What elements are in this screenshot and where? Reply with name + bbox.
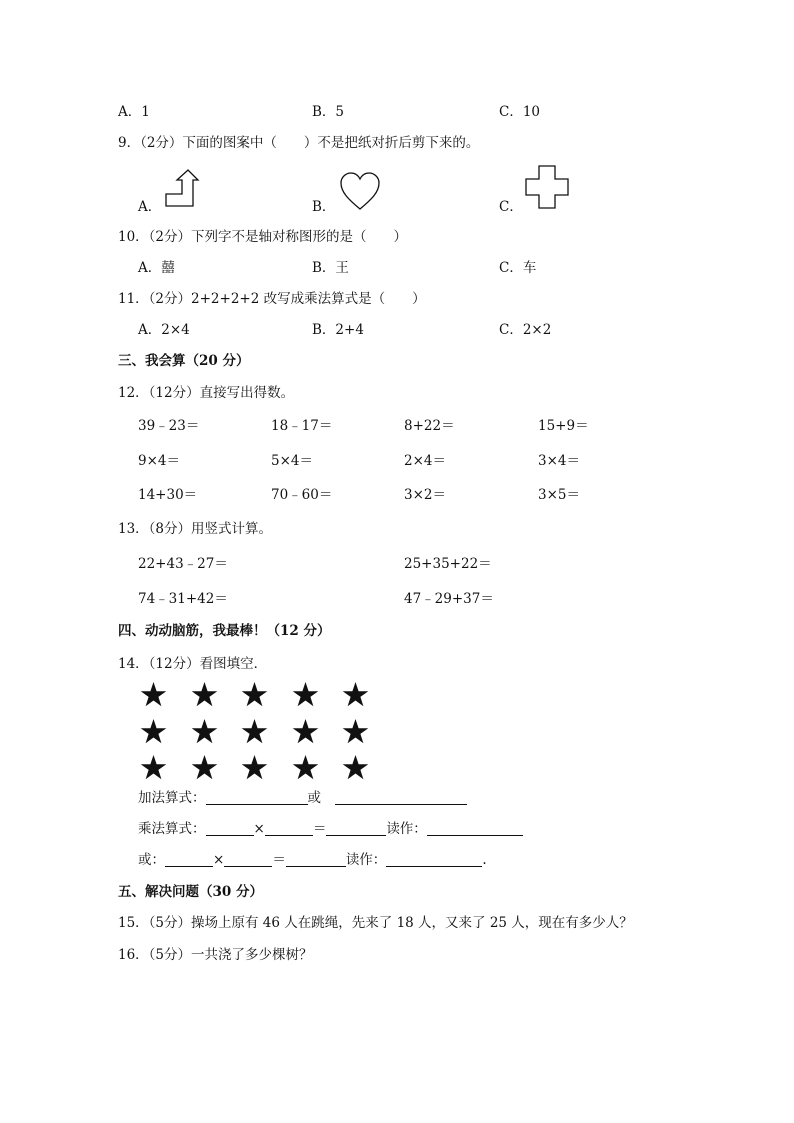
q9-stem: 9．（2分）下面的图案中（ ）不是把纸对折后剪下来的。 xyxy=(118,135,480,151)
star-icon xyxy=(292,754,319,781)
q12-item: 2×4＝ xyxy=(404,453,446,469)
blank[interactable] xyxy=(286,852,346,867)
q11-option-a: A．2×4 xyxy=(138,322,190,338)
q10-option-c: C．车 xyxy=(499,260,537,276)
q12-item: 70﹣60＝ xyxy=(271,487,333,503)
blank[interactable] xyxy=(427,821,523,836)
q10-stem: 10．（2分）下列字不是轴对称图形的是（ ） xyxy=(118,229,408,245)
q11-option-b: B．2+4 xyxy=(312,322,364,338)
equals-sign: ＝ xyxy=(312,821,327,837)
q15-stem: 15．（5分）操场上原有 46 人在跳绳，先来了 18 人，又来了 25 人，现在有多少人？ xyxy=(118,915,633,931)
q10-option-b: B．王 xyxy=(312,260,349,276)
q8-option-b: B．5 xyxy=(312,104,345,120)
multiplication-label: 乘法算式： xyxy=(138,821,206,837)
star-icon xyxy=(292,718,319,745)
q9-option-a: A． xyxy=(138,199,162,215)
q13-item: 22+43﹣27＝ xyxy=(138,556,228,572)
q12-item: 3×5＝ xyxy=(538,487,580,503)
q13-item: 25+35+22＝ xyxy=(404,556,492,572)
q11-stem: 11．（2分）2+2+2+2 改写成乘法算式是（ ） xyxy=(118,291,426,307)
q16-stem: 16．（5分）一共浇了多少棵树？ xyxy=(118,947,313,963)
q13-stem: 13．（8分）用竖式计算。 xyxy=(118,521,273,537)
q14-alternative-line xyxy=(138,851,487,869)
blank[interactable] xyxy=(265,821,313,836)
blank[interactable] xyxy=(165,852,213,867)
q9-option-c: C． xyxy=(499,199,523,215)
period: . xyxy=(482,852,487,868)
star-icon xyxy=(191,681,218,708)
q14-multiplication-line xyxy=(138,820,523,838)
q13-item: 47﹣29+37＝ xyxy=(404,591,494,607)
star-icon xyxy=(191,754,218,781)
equals-sign: ＝ xyxy=(272,852,286,868)
read-label: 读作： xyxy=(345,852,387,868)
q12-item: 39﹣23＝ xyxy=(138,418,200,434)
star-icon xyxy=(140,754,167,781)
section-3-title: 三、我会算（20 分） xyxy=(118,353,250,369)
q13-item: 74﹣31+42＝ xyxy=(138,591,228,607)
times-sign: × xyxy=(213,852,225,868)
read-label: 读作： xyxy=(386,821,427,837)
star-icon xyxy=(241,681,268,708)
star-icon xyxy=(342,681,369,708)
q8-option-c: C．10 xyxy=(499,104,541,120)
q12-item: 3×4＝ xyxy=(538,453,580,469)
star-icon xyxy=(342,718,369,745)
section-4-title: 四、动动脑筋，我最棒！（12 分） xyxy=(118,623,331,639)
blank[interactable] xyxy=(224,852,272,867)
cross-icon xyxy=(524,164,570,210)
star-icon xyxy=(292,681,319,708)
q12-item: 15+9＝ xyxy=(538,418,589,434)
or-label: 或： xyxy=(138,852,165,868)
q14-stem: 14．（12分）看图填空． xyxy=(118,656,268,672)
q9-option-b: B． xyxy=(312,199,336,215)
blank[interactable] xyxy=(386,852,482,867)
star-icon xyxy=(342,754,369,781)
q12-item: 5×4＝ xyxy=(271,453,313,469)
heart-icon xyxy=(338,170,382,212)
star-icon xyxy=(191,718,218,745)
q12-item: 8+22＝ xyxy=(404,418,455,434)
blank[interactable] xyxy=(326,821,386,836)
q12-item: 3×2＝ xyxy=(404,487,446,503)
or-text: 或 xyxy=(307,790,321,806)
section-5-title: 五、解决问题（30 分） xyxy=(118,884,263,900)
star-icon xyxy=(241,718,268,745)
addition-label: 加法算式： xyxy=(138,790,206,806)
star-icon xyxy=(140,718,167,745)
times-sign: × xyxy=(253,821,265,837)
star-icon xyxy=(140,681,167,708)
blank[interactable] xyxy=(206,821,254,836)
q8-option-a: A．1 xyxy=(118,104,150,120)
bent-arrow-icon xyxy=(160,168,202,212)
blank[interactable] xyxy=(335,790,467,805)
q12-stem: 12．（12分）直接写出得数。 xyxy=(118,385,295,401)
star-icon xyxy=(241,754,268,781)
q10-option-a: A．囍 xyxy=(138,260,175,276)
q11-option-c: C．2×2 xyxy=(499,322,552,338)
blank[interactable] xyxy=(206,790,308,805)
q12-item: 18﹣17＝ xyxy=(271,418,333,434)
q14-addition-line xyxy=(138,789,467,807)
q12-item: 9×4＝ xyxy=(138,453,180,469)
q12-item: 14+30＝ xyxy=(138,487,198,503)
